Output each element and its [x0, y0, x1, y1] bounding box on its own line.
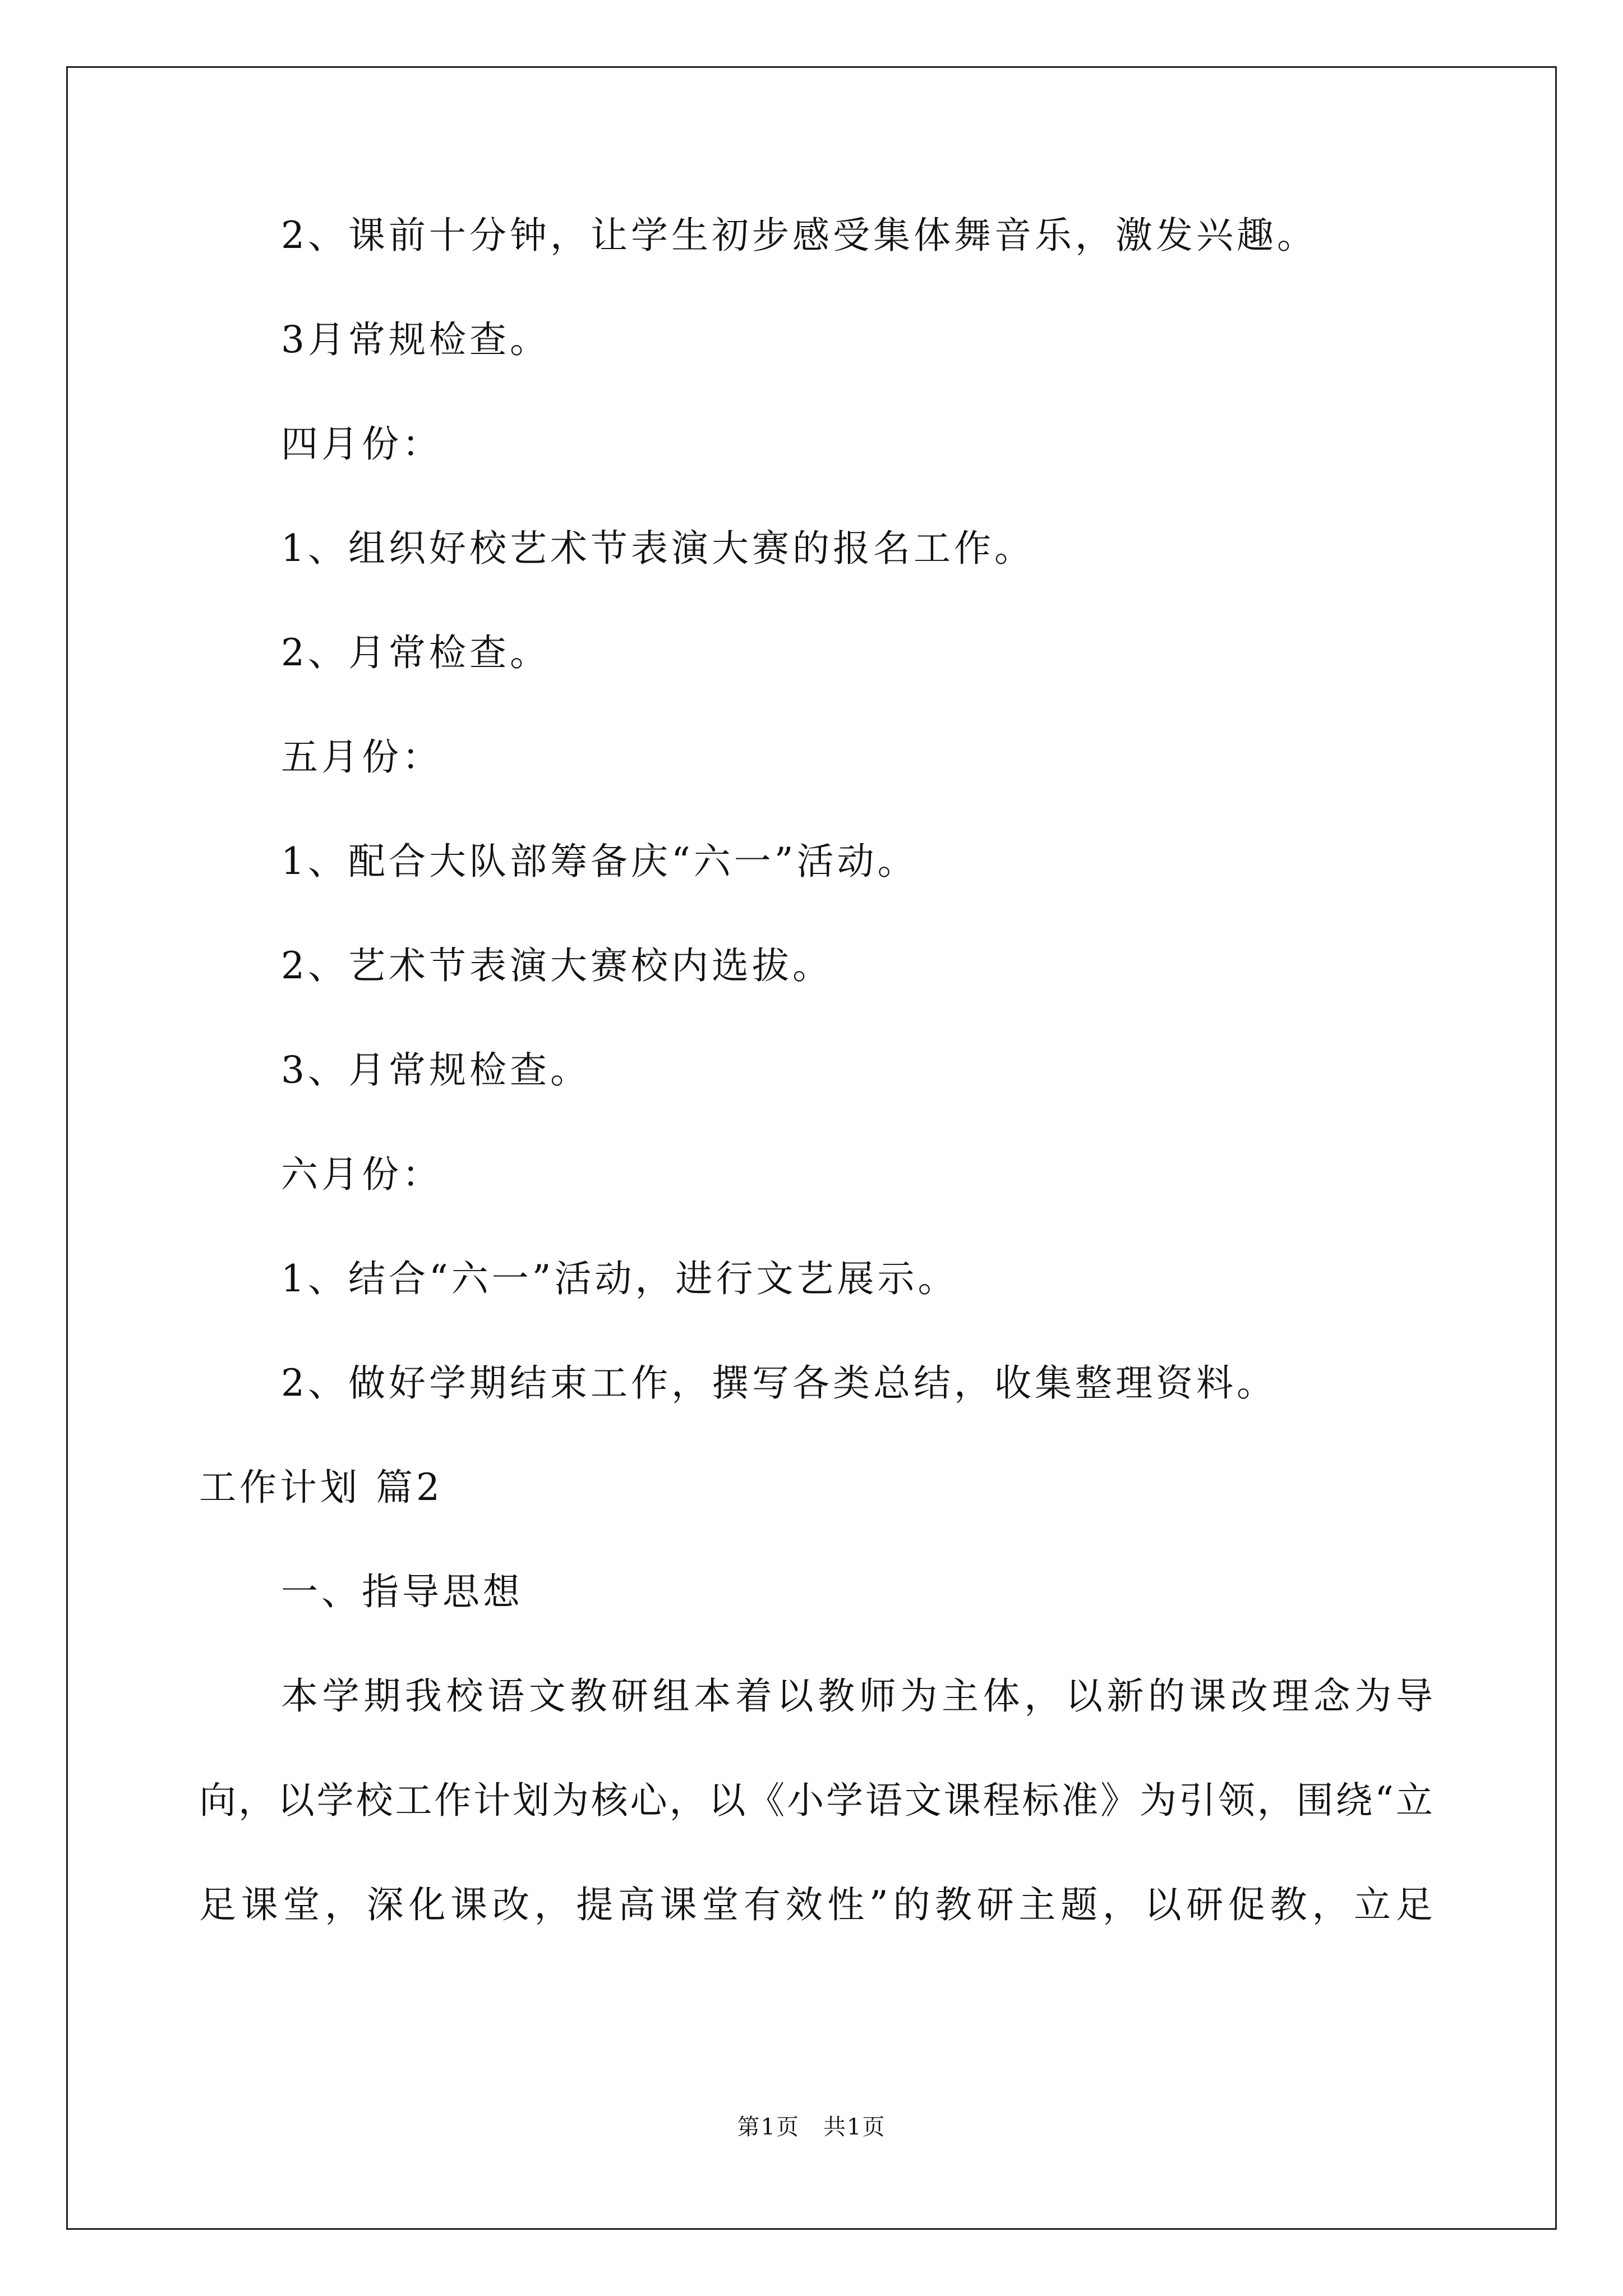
paragraph-char: 效	[785, 1883, 823, 1926]
paragraph-char: 语	[865, 1779, 902, 1822]
paragraph-char: 围	[1296, 1779, 1334, 1822]
paragraph-char: 以	[1144, 1883, 1182, 1926]
paragraph-char: 体	[983, 1674, 1020, 1718]
paragraph-char: 向	[199, 1779, 236, 1822]
paragraph-char: 改	[492, 1883, 529, 1926]
text-line: 四月份：	[281, 422, 442, 466]
paragraph-char: 立	[1354, 1883, 1391, 1926]
paragraph-char: 课	[943, 1779, 981, 1822]
paragraph-char: 语	[487, 1674, 525, 1718]
paragraph-char: 文	[528, 1674, 566, 1718]
paragraph-indent	[199, 1674, 281, 1719]
paragraph-char: ，	[534, 1883, 571, 1926]
page-footer: 第1页 共1页	[737, 2114, 886, 2140]
paragraph-char: 组	[652, 1674, 690, 1718]
paragraph-char: 足	[1395, 1883, 1433, 1926]
paragraph-char: 课	[660, 1883, 697, 1926]
text-line: 1、组织好校艺术节表演大赛的报名工作。	[281, 527, 1035, 570]
paragraph-char: 计	[473, 1779, 511, 1822]
paragraph-char: 题	[1061, 1883, 1098, 1926]
paragraph-char: 文	[904, 1779, 942, 1822]
paragraph-char: 的	[1148, 1674, 1186, 1718]
paragraph-char: 改	[1230, 1674, 1268, 1718]
paragraph-char: 性	[827, 1883, 865, 1926]
paragraph-char: 期	[363, 1674, 401, 1718]
paragraph-char: 理	[1272, 1674, 1309, 1718]
paragraph-char: 提	[576, 1883, 614, 1926]
paragraph-char: 绕	[1335, 1779, 1373, 1822]
text-line: 六月份：	[281, 1153, 442, 1196]
paragraph-char: 本	[694, 1674, 731, 1718]
paragraph-char: 程	[983, 1779, 1020, 1822]
paragraph-char: ，	[1102, 1883, 1140, 1926]
section-heading: 工作计划 篇2	[199, 1466, 443, 1509]
paragraph-char: 着	[735, 1674, 772, 1718]
paragraph-char: ，	[1312, 1883, 1349, 1926]
paragraph-char: 准	[1061, 1779, 1099, 1822]
paragraph-char: 的	[893, 1883, 930, 1926]
paragraph-char: 本	[281, 1674, 318, 1718]
paragraph-char: 研	[976, 1883, 1014, 1926]
paragraph-char: 化	[408, 1883, 446, 1926]
paragraph-char: 教	[935, 1883, 972, 1926]
paragraph-char: 促	[1228, 1883, 1265, 1926]
paragraph-char: 划	[513, 1779, 550, 1822]
paragraph-char: 深	[366, 1883, 404, 1926]
paragraph-char: 小	[787, 1779, 824, 1822]
paragraph-char: 为	[551, 1779, 589, 1822]
paragraph-char: 研	[611, 1674, 648, 1718]
paragraph-char: 课	[1189, 1674, 1227, 1718]
paragraph-char: 心	[630, 1779, 667, 1822]
paragraph-char: 标	[1022, 1779, 1059, 1822]
paragraph-char: 引	[1178, 1779, 1216, 1822]
paragraph-char: 学	[322, 1674, 359, 1718]
paragraph-char: 工	[395, 1779, 432, 1822]
text-line: 3月常规检查。	[281, 318, 550, 361]
paragraph-char: 核	[591, 1779, 628, 1822]
paragraph-char: 主	[1018, 1883, 1056, 1926]
paragraph-char: 立	[1395, 1779, 1433, 1822]
paragraph-text	[199, 1778, 1433, 1823]
paragraph-char: 足	[199, 1883, 236, 1926]
paragraph-char: 高	[617, 1883, 655, 1926]
paragraph-char: 领	[1218, 1779, 1255, 1822]
text-line: 1、结合“六一”活动，进行文艺展示。	[281, 1257, 958, 1300]
paragraph-char: 以	[708, 1779, 746, 1822]
paragraph-char: 新	[1106, 1674, 1144, 1718]
text-line: 五月份：	[281, 735, 442, 779]
paragraph-char: 念	[1313, 1674, 1350, 1718]
text-line: 3、月常规检查。	[281, 1048, 591, 1092]
paragraph-char: 学	[826, 1779, 863, 1822]
paragraph-char: ，	[325, 1883, 362, 1926]
text-line: 2、月常检查。	[281, 631, 550, 674]
paragraph-char: 研	[1186, 1883, 1224, 1926]
paragraph-char: 课	[241, 1883, 278, 1926]
text-line: 2、课前十分钟，让学生初步感受集体舞音乐，激发兴趣。	[281, 214, 1317, 257]
paragraph-char: “	[1375, 1779, 1394, 1822]
paragraph-char: 主	[942, 1674, 979, 1718]
paragraph-char: 堂	[283, 1883, 320, 1926]
paragraph-char: 以	[776, 1674, 814, 1718]
paragraph-line-2	[199, 1778, 1433, 1823]
paragraph-char: 教	[818, 1674, 855, 1718]
paragraph-char: ”	[869, 1883, 888, 1926]
paragraph-char: ，	[669, 1779, 707, 1822]
paragraph-text	[281, 1674, 1433, 1719]
paragraph-line-1	[199, 1674, 1433, 1719]
paragraph-char: 为	[1354, 1674, 1392, 1718]
paragraph-char: 教	[1270, 1883, 1307, 1926]
paragraph-char: 教	[570, 1674, 607, 1718]
paragraph-char: 我	[404, 1674, 442, 1718]
paragraph-char: ，	[238, 1779, 275, 1822]
paragraph-char: ，	[1257, 1779, 1294, 1822]
text-line: 2、艺术节表演大赛校内选拔。	[281, 944, 833, 987]
subheading: 一、指导思想	[281, 1570, 523, 1613]
paragraph-char: 以	[277, 1779, 315, 1822]
text-line: 2、做好学期结束工作，撰写各类总结，收集整理资料。	[281, 1361, 1277, 1405]
paragraph-char: 为	[1140, 1779, 1177, 1822]
text-line: 1、配合大队部筹备庆“六一”活动。	[281, 840, 918, 883]
paragraph-char: 校	[446, 1674, 483, 1718]
paragraph-char: 有	[743, 1883, 781, 1926]
paragraph-text	[199, 1883, 1433, 1927]
paragraph-char: 以	[1065, 1674, 1103, 1718]
paragraph-char: 校	[356, 1779, 393, 1822]
paragraph-char: 课	[450, 1883, 488, 1926]
paragraph-char: 堂	[702, 1883, 739, 1926]
paragraph-char: 学	[316, 1779, 354, 1822]
paragraph-line-3	[199, 1883, 1433, 1927]
paragraph-char: 《	[748, 1779, 785, 1822]
paragraph-char: 》	[1100, 1779, 1138, 1822]
paragraph-char: 师	[859, 1674, 896, 1718]
paragraph-char: 为	[900, 1674, 938, 1718]
paragraph-char: ，	[1024, 1674, 1062, 1718]
paragraph-char: 导	[1395, 1674, 1433, 1718]
paragraph-char: 作	[434, 1779, 472, 1822]
